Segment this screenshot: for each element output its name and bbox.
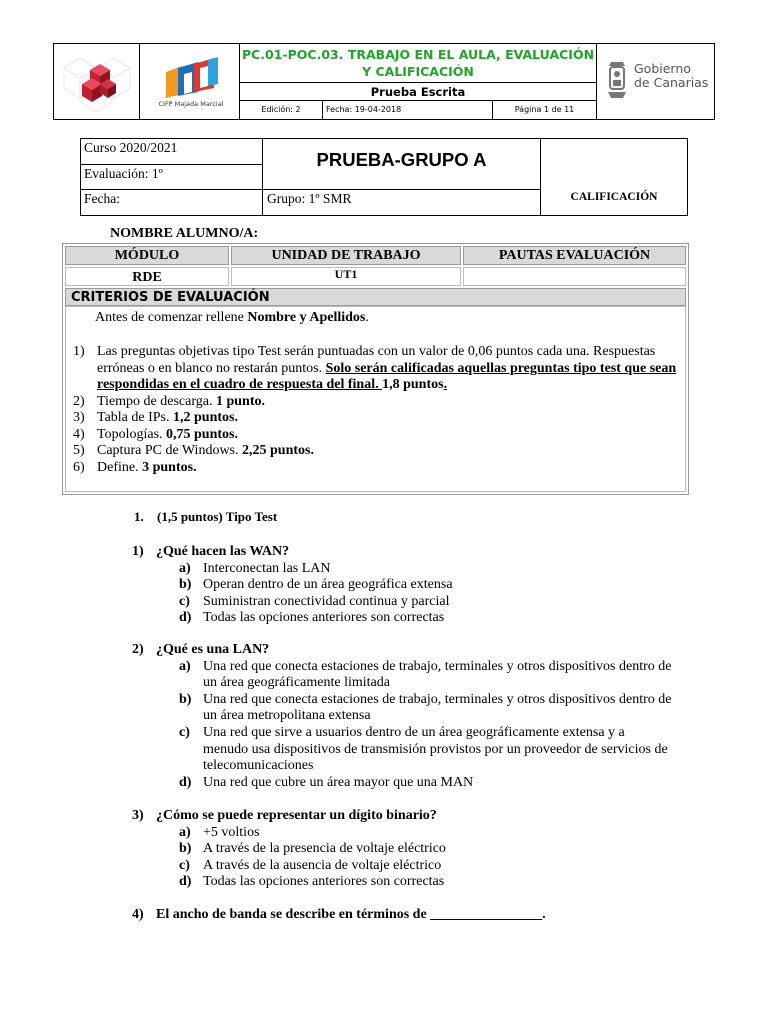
- question-label: El ancho de banda se describe en términos de ________________.: [156, 907, 546, 922]
- option-letter: c): [179, 593, 190, 609]
- question-text: [132, 544, 672, 561]
- criteria-item: [71, 443, 679, 460]
- criteria-underlined: Solo serán calificadas aquellas preguntas tipo test que sean respondidas en el cuadro de respuesta del final.: [97, 360, 677, 392]
- answer-option[interactable]: [132, 577, 672, 594]
- cube-logo-icon: [60, 48, 134, 116]
- answer-option[interactable]: [132, 594, 672, 611]
- question-number: 1): [132, 544, 144, 559]
- grade-box: CALIFICACIÓN: [570, 191, 658, 203]
- question-4: [132, 907, 546, 924]
- section-heading: [134, 509, 277, 525]
- criteria-number: 4): [73, 426, 85, 442]
- criteria-text: Tabla de IPs.: [97, 410, 174, 425]
- criteria-number: 2): [73, 393, 85, 409]
- criteria-points: 2,25 puntos.: [242, 443, 314, 458]
- option-letter: c): [179, 724, 190, 740]
- question-label: ¿Cómo se puede representar un dígito binario?: [156, 808, 437, 823]
- answer-option[interactable]: [132, 858, 672, 875]
- school-logo: [140, 44, 240, 119]
- question-text: [132, 642, 672, 659]
- section-number: 1.: [134, 509, 144, 524]
- date-label: Fecha: 19-04-2018: [323, 101, 493, 119]
- guidelines-value: [463, 267, 686, 286]
- criteria-body: [65, 306, 686, 492]
- question-text: [132, 907, 546, 924]
- course-year: Curso 2020/2021: [81, 139, 263, 165]
- unit-value: UT1: [231, 267, 461, 286]
- section-title: (1,5 puntos) Tipo Test: [157, 509, 278, 524]
- criteria-number: 1): [73, 344, 85, 359]
- question-3: [132, 808, 672, 891]
- answer-option[interactable]: [132, 659, 672, 692]
- option-text: Operan dentro de un área geográfica extensa: [203, 577, 453, 593]
- criteria-number: 6): [73, 459, 85, 475]
- answer-option[interactable]: [132, 692, 672, 725]
- intro-end: .: [365, 310, 369, 325]
- option-letter: a): [179, 658, 191, 674]
- student-name-label: NOMBRE ALUMNO/A:: [110, 226, 259, 241]
- criteria-end: .: [443, 377, 448, 392]
- guidelines-header: PAUTAS EVALUACIÓN: [463, 246, 686, 265]
- document-code-title: PC.01-POC.03. TRABAJO EN EL AULA, EVALUACIÓN Y CALIFICACIÓN: [241, 47, 595, 79]
- criteria-text: Tiempo de descarga.: [97, 393, 216, 409]
- criteria-item: [71, 394, 679, 411]
- document-header: [53, 43, 715, 120]
- criteria-list: [71, 344, 679, 476]
- answer-option[interactable]: [132, 841, 672, 858]
- criteria-intro: [95, 310, 369, 327]
- criteria-item: [71, 460, 679, 477]
- answer-option[interactable]: [132, 825, 672, 842]
- criteria-points: 1,8 puntos: [382, 377, 444, 392]
- module-header: MÓDULO: [65, 246, 229, 265]
- document-subtitle: Prueba Escrita: [240, 82, 596, 101]
- criteria-points: 3 puntos.: [142, 459, 197, 475]
- option-letter: a): [179, 824, 191, 840]
- answer-option[interactable]: [132, 874, 672, 891]
- module-value-row: [65, 267, 686, 286]
- school-name: CIFP Majada Marcial: [158, 100, 224, 108]
- option-text: A través de la presencia de voltaje eléctrico: [203, 841, 446, 857]
- question-text: [132, 808, 672, 825]
- intro-text: Antes de comenzar rellene: [95, 310, 248, 325]
- edition-label: Edición: 2: [240, 101, 323, 119]
- option-letter: c): [179, 857, 190, 873]
- criteria-points: 1 punto.: [215, 393, 266, 409]
- criteria-number: 3): [73, 410, 85, 425]
- criteria-text: Captura PC de Windows.: [97, 443, 243, 458]
- page-label: Página 1 de 11: [514, 105, 575, 114]
- group-label: Grupo: 1º SMR: [263, 190, 541, 215]
- criteria-item: [71, 410, 679, 427]
- criteria-points: 1,2 puntos.: [173, 410, 238, 425]
- module-value: RDE: [65, 267, 229, 286]
- option-text: Suministran conectividad continua y parcial: [203, 593, 450, 609]
- exam-date: Fecha:: [81, 190, 263, 215]
- government-name: [634, 62, 708, 90]
- government-logo: [597, 44, 714, 119]
- criteria-points: 0,75 puntos.: [166, 426, 238, 442]
- option-text: Una red que cubre un área mayor que una MAN: [203, 774, 474, 790]
- header-center: [240, 44, 597, 119]
- module-criteria-table: [62, 243, 689, 495]
- option-letter: b): [179, 577, 192, 593]
- government-line-1: Gobierno: [634, 61, 691, 76]
- criteria-text: Define.: [97, 459, 143, 475]
- question-number: 4): [132, 907, 144, 922]
- module-header-row: [65, 246, 686, 265]
- question-label: ¿Qué hacen las WAN?: [156, 544, 290, 559]
- option-text: Todas las opciones anteriores son correctas: [203, 874, 445, 890]
- option-text: A través de la ausencia de voltaje eléctrico: [203, 857, 442, 873]
- option-text: +5 voltios: [203, 824, 260, 840]
- unit-header: UNIDAD DE TRABAJO: [231, 246, 461, 265]
- criteria-text: Topologías.: [97, 426, 167, 442]
- course-info-table: [80, 138, 688, 216]
- criteria-title: CRITERIOS DE EVALUACIÓN: [65, 288, 686, 306]
- intro-bold: Nombre y Apellidos: [247, 310, 366, 325]
- option-letter: d): [179, 610, 192, 626]
- exam-title: PRUEBA-GRUPO A: [263, 139, 541, 190]
- option-letter: d): [179, 874, 192, 890]
- option-text: Una red que conecta estaciones de trabajo, terminales y otros dispositivos dentro de un área geográficamente limitada: [203, 658, 672, 691]
- option-letter: a): [179, 560, 191, 576]
- option-letter: d): [179, 774, 192, 790]
- option-text: Una red que sirve a usuarios dentro de un área geográficamente extensa y a menudo usa dispositivos de transmisión provistos por un proveedor de servicios de telecomunicaciones: [203, 724, 668, 774]
- criteria-text: Las preguntas objetivas tipo Test serán puntuadas con un valor de 0,06 puntos cada una. Respuestas erróneas o en blanco no restarán puntos.: [97, 344, 656, 376]
- answer-option[interactable]: [132, 775, 672, 792]
- answer-option[interactable]: [132, 610, 672, 627]
- answer-option[interactable]: [132, 725, 672, 775]
- question-number: 2): [132, 642, 144, 657]
- criteria-number: 5): [73, 443, 85, 458]
- question-2: [132, 642, 672, 791]
- question-label: ¿Qué es una LAN?: [156, 642, 270, 657]
- question-1: [132, 544, 672, 627]
- answer-option[interactable]: [132, 561, 672, 578]
- option-letter: b): [179, 691, 192, 707]
- document-meta: [240, 101, 596, 119]
- option-letter: b): [179, 841, 192, 857]
- evaluation-period: Evaluación: 1º: [81, 165, 263, 190]
- option-text: Todas las opciones anteriores son correctas: [203, 610, 445, 626]
- option-text: Interconectan las LAN: [203, 560, 331, 576]
- option-text: Una red que conecta estaciones de trabajo, terminales y otros dispositivos dentro de un área metropolitana extensa: [203, 691, 672, 724]
- institution-logo: [54, 44, 140, 119]
- question-number: 3): [132, 808, 144, 823]
- criteria-item: [71, 427, 679, 444]
- government-line-2: de Canarias: [634, 75, 709, 90]
- criteria-item: [71, 344, 679, 394]
